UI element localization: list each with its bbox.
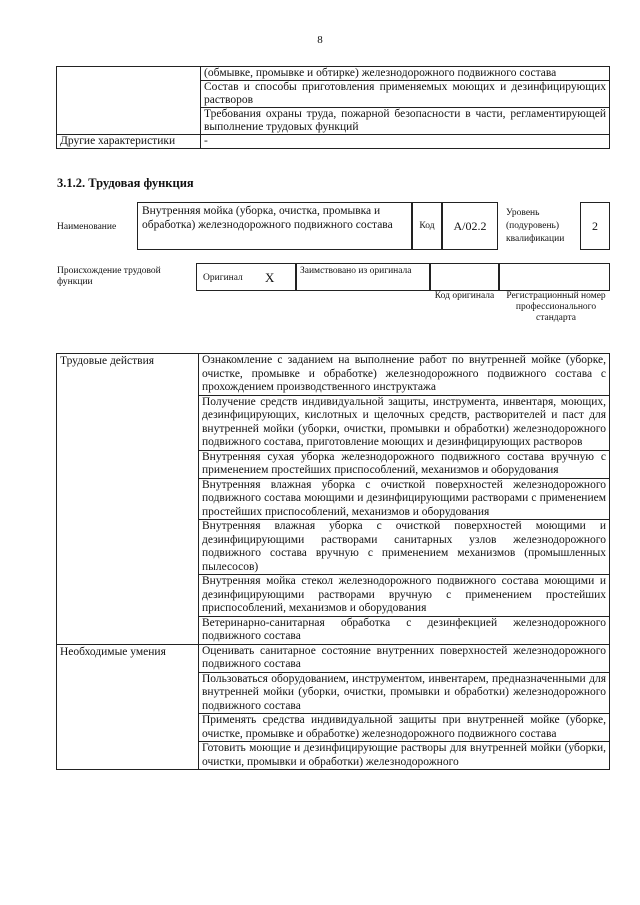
original-box <box>196 263 296 291</box>
skill-item: Готовить моющие и дезинфицирующие растворы для внутренней мойки (уборки, очистки, промывки и обработки) железнодорожного <box>199 742 610 770</box>
required-skills-label: Необходимые умения <box>57 644 199 770</box>
labor-action-item: Внутренняя влажная уборка с очисткой поверхностей моющими и дезинфицирующими растворами санитарных узлов железнодорожного подвижного состава вручную с применением механизмов (промышленных пылесосов) <box>199 520 610 575</box>
level-label: Уровень (подуровень) квалификации <box>506 208 565 244</box>
labor-action-item: Ветеринарно-санитарная обработка с дезинфекцией железнодорожного подвижного состава <box>199 616 610 644</box>
reg-number-box <box>499 263 610 291</box>
empty-label-cell <box>57 67 201 135</box>
labor-action-item: Внутренняя влажная уборка с очисткой поверхностей железнодорожного подвижного состава моющими и дезинфицирующими растворами с применением простейших приспособлений, механизмов и оборудования <box>199 478 610 520</box>
borrowed-label: Заимствовано из оригинала <box>296 263 430 291</box>
table-cell: Требования охраны труда, пожарной безопасности в части, регламентирующей выполнение трудовых функций <box>201 108 610 135</box>
skill-item: Применять средства индивидуальной защиты при внутренней мойке (уборке, очистке, промывке и обработке) железнодорожного подвижного состава <box>199 714 610 742</box>
level-value: 2 <box>580 202 610 250</box>
skill-item: Оценивать санитарное состояние внутренних поверхностей железнодорожного подвижного состава <box>199 644 610 672</box>
page-number: 8 <box>317 34 323 46</box>
table-cell: Состав и способы приготовления применяемых моющих и дезинфицирующих растворов <box>201 81 610 108</box>
code-label: Код <box>412 202 442 250</box>
code-value: А/02.2 <box>442 202 498 250</box>
name-label: Наименование <box>57 222 117 232</box>
code-original-label: Код оригинала <box>434 291 495 301</box>
table-cell: (обмывке, промывке и обтирке) железнодорожного подвижного состава <box>201 67 610 81</box>
labor-action-item: Внутренняя сухая уборка железнодорожного подвижного состава вручную с применением простейших приспособлений, механизмов и оборудования <box>199 450 610 478</box>
original-label: Оригинал <box>203 273 243 283</box>
other-characteristics-value: - <box>201 135 610 149</box>
labor-action-item: Ознакомление с заданием на выполнение работ по внутренней мойке (уборке, очистке, промывке и обработке) железнодорожного подвижного состава с прохождением производственного инструктажа <box>199 354 610 396</box>
other-characteristics-label: Другие характеристики <box>57 135 201 149</box>
section-title: 3.1.2. Трудовая функция <box>57 176 194 190</box>
origin-label: Происхождение трудовой функции <box>57 266 161 287</box>
original-mark: X <box>265 270 275 285</box>
top-characteristics-table <box>56 66 610 149</box>
function-name-value: Внутренняя мойка (уборка, очистка, промывка и обработка) железнодорожного подвижного состава <box>137 202 412 250</box>
skill-item: Пользоваться оборудованием, инструментом, инвентарем, предназначенными для внутренней мойки (уборки, очистки, промывки и обработки) железнодорожного подвижного состава <box>199 672 610 714</box>
labor-actions-label: Трудовые действия <box>57 354 199 645</box>
labor-action-item: Получение средств индивидуальной защиты, инструмента, инвентаря, моющих, дезинфицирующих, кислотных и щелочных средств, растворителей и паст для внутренней мойки (уборки, очистки, промывки и обработки) железнодорожного подвижного состава, приготовление моющих и дезинфицирующих растворов <box>199 395 610 450</box>
function-details-table <box>56 353 610 770</box>
labor-action-item: Внутренняя мойка стекол железнодорожного подвижного состава моющими и дезинфицирующими растворами вручную с применением простейших приспособлений, механизмов и оборудования <box>199 575 610 617</box>
reg-number-label: Регистрационный номер профессионального стандарта <box>506 291 606 323</box>
code-original-box <box>430 263 499 291</box>
